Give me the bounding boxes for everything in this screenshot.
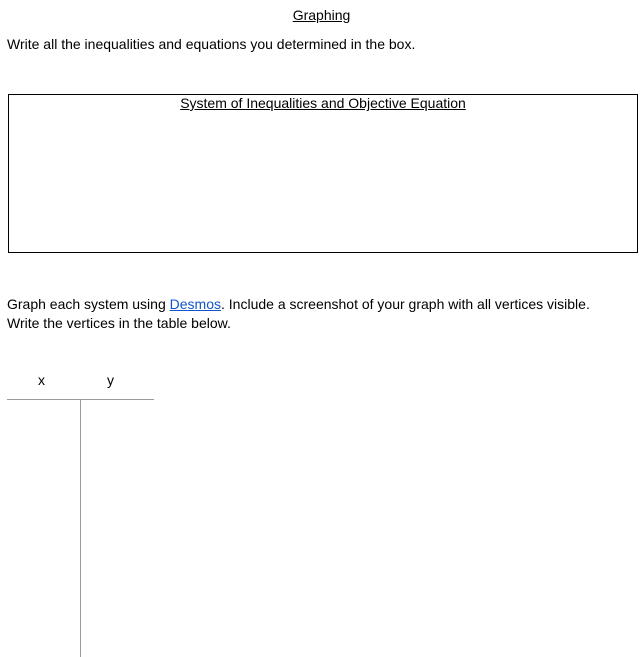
graph-instruction-prefix: Graph each system using — [7, 296, 170, 312]
desmos-link[interactable]: Desmos — [169, 296, 221, 312]
box-instruction: Write all the inequalities and equations you determined in the box. — [7, 36, 416, 52]
page-title: Graphing — [292, 7, 351, 23]
table-header-x: x — [38, 372, 45, 388]
graph-instruction-line-1 — [7, 295, 590, 314]
graph-instruction-line-2: Write the vertices in the table below. — [7, 315, 231, 331]
table-header-y: y — [107, 372, 114, 388]
table-column-divider — [80, 400, 81, 657]
answer-box[interactable] — [8, 94, 638, 253]
box-heading: System of Inequalities and Objective Equation — [180, 95, 466, 111]
graph-instruction — [7, 295, 590, 333]
graph-instruction-suffix: . Include a screenshot of your graph with all vertices visible. — [221, 296, 590, 312]
